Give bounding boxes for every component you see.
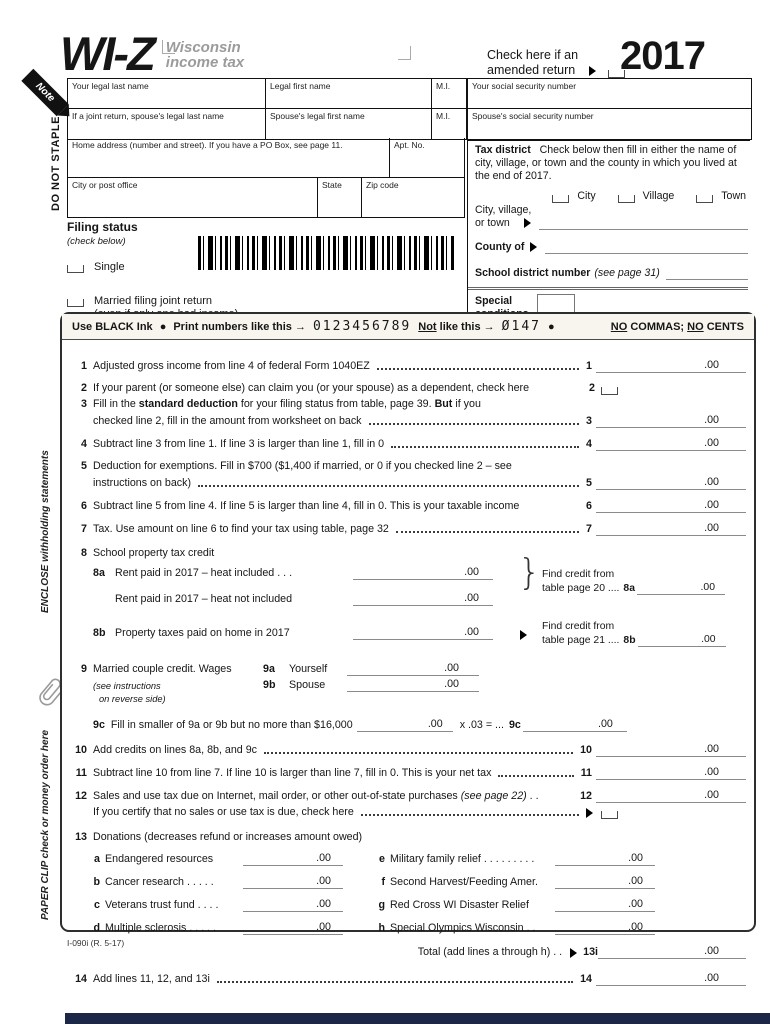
line8a-text2: Rent paid in 2017 – heat not included xyxy=(115,593,293,605)
spouse-ssn-field[interactable]: Spouse's social security number xyxy=(472,111,594,121)
line8a-rent-heat-field[interactable] xyxy=(353,566,493,580)
line13i-ref: 13i xyxy=(583,946,598,958)
cents-label: .00 xyxy=(316,898,331,910)
donation-d-field[interactable] xyxy=(243,921,343,935)
form-line-12-row2 xyxy=(70,806,746,819)
credit-note-2b: table page 21 .... xyxy=(542,635,620,646)
dots-leader xyxy=(391,446,579,448)
line11-amount-field[interactable] xyxy=(596,766,746,780)
cents-label: .00 xyxy=(704,476,719,488)
dots-leader xyxy=(369,423,580,425)
line6-text: Subtract line 5 from line 4. If line 5 is larger than line 4, fill in 0. This is your taxable income xyxy=(93,500,520,512)
do-not-staple-label: DO NOT STAPLE xyxy=(50,116,62,212)
form-id: WI-Z xyxy=(60,27,154,80)
line10-ref: 10 xyxy=(580,744,592,756)
cents-label: .00 xyxy=(704,359,719,371)
line7-text: Tax. Use amount on line 6 to find your tax using table, page 32 xyxy=(93,523,389,535)
line9c-multiplier: x .03 = ... xyxy=(459,719,504,731)
donation-f-label: Second Harvest/Feeding Amer. xyxy=(390,876,538,888)
line5-text2: instructions on back) xyxy=(93,477,192,489)
line8a-label: 8a xyxy=(93,567,105,579)
line6-ref: 6 xyxy=(586,500,592,512)
paper-clip-check-label: PAPER CLIP check or money order here xyxy=(40,729,51,921)
line8b-text: Property taxes paid on home in 2017 xyxy=(115,627,290,639)
line13i-amount-field[interactable] xyxy=(598,945,746,959)
mi-field[interactable]: M.I. xyxy=(432,79,466,109)
line14-amount-field[interactable] xyxy=(596,972,746,986)
cents-label: .00 xyxy=(704,499,719,511)
donation-h-letter: h xyxy=(378,922,385,934)
spouse-first-name-field[interactable]: Spouse's legal first name xyxy=(266,109,432,139)
line10-number: 10 xyxy=(75,744,87,756)
line3-text1: Fill in the standard deduction for your filing status from table, page 39. But if you xyxy=(93,398,481,410)
donation-row-d-h xyxy=(70,921,746,935)
cents-label: .00 xyxy=(316,852,331,864)
credit-note-1b: table page 20 .... xyxy=(542,583,620,594)
donation-c-field[interactable] xyxy=(243,898,343,912)
line8b-proptax-field[interactable] xyxy=(353,626,493,640)
line7-number: 7 xyxy=(81,523,87,535)
line7-ref: 7 xyxy=(586,523,592,535)
line8b-ref: 8b xyxy=(623,635,636,646)
donation-f-field[interactable] xyxy=(555,875,655,889)
donation-g-field[interactable] xyxy=(555,898,655,912)
line13-title: Donations (decreases refund or increases amount owed) xyxy=(93,831,363,843)
ssn-field[interactable]: Your social security number xyxy=(468,79,751,109)
cents-label: .00 xyxy=(704,945,719,957)
cvt-arrow-icon xyxy=(524,218,531,228)
line3-text2: checked line 2, fill in the amount from worksheet on back xyxy=(93,415,362,427)
legal-last-name-field[interactable]: Your legal last name xyxy=(68,79,266,109)
town-checkbox[interactable] xyxy=(696,195,713,203)
donation-h-label: Special Olympics Wisconsin . . xyxy=(390,922,536,934)
line5-number: 5 xyxy=(81,460,87,472)
donation-g-letter: g xyxy=(378,899,385,911)
county-label: County of xyxy=(475,241,525,253)
cents-label: .00 xyxy=(444,662,459,674)
apt-no-field[interactable]: Apt. No. xyxy=(394,140,425,150)
no-commas-u2: NO xyxy=(687,320,704,333)
line9b-spouse-field[interactable] xyxy=(347,678,479,692)
line4-ref: 4 xyxy=(586,438,592,450)
spouse-last-name-field[interactable]: If a joint return, spouse's legal last name xyxy=(68,109,266,139)
cents-label: .00 xyxy=(628,898,643,910)
cents-label: .00 xyxy=(628,875,643,887)
form-line-14 xyxy=(70,972,746,986)
line13i-arrow-icon xyxy=(570,948,577,958)
line9b-text: Spouse xyxy=(289,679,326,691)
address-table xyxy=(67,138,465,218)
donation-b-letter: b xyxy=(93,876,100,888)
cents-label: .00 xyxy=(704,972,719,984)
not-word: Not xyxy=(418,320,437,333)
line9-text: Married couple credit. Wages xyxy=(93,663,232,675)
not-like-label: like this → xyxy=(436,320,495,333)
line8a-row2 xyxy=(93,592,493,606)
cvt-label-line2: or town xyxy=(475,217,510,229)
form-line-13-title xyxy=(70,831,746,844)
tax-district-instructions xyxy=(475,144,748,183)
cents-label: .00 xyxy=(464,592,479,604)
filing-status-title: Filing status xyxy=(67,220,138,234)
state-field[interactable]: State xyxy=(318,178,362,217)
cents-label: .00 xyxy=(704,789,719,801)
line8a-ref: 8a xyxy=(623,583,635,594)
cents-label: .00 xyxy=(701,634,716,645)
form-code: I-090i (R. 5-17) xyxy=(67,938,125,948)
form-line-1 xyxy=(70,359,746,373)
line1-ref: 1 xyxy=(586,360,592,372)
town-option-label: Town xyxy=(721,190,746,202)
no-commas-u1: NO xyxy=(610,320,628,333)
amended-return-block xyxy=(487,48,625,78)
form-line-5-row2 xyxy=(70,476,746,490)
line1-number: 1 xyxy=(81,360,87,372)
line9-subnote2: on reverse side) xyxy=(99,694,166,704)
form-line-4 xyxy=(70,437,746,451)
donation-e-letter: e xyxy=(379,853,385,865)
tax-district-options xyxy=(475,190,748,203)
bottom-bar xyxy=(65,1013,770,1024)
form-lines xyxy=(62,340,754,986)
line4-text: Subtract line 3 from line 1. If line 3 is larger than line 1, fill in 0 xyxy=(93,438,385,450)
name-table xyxy=(67,78,467,140)
line4-number: 4 xyxy=(81,438,87,450)
single-label: Single xyxy=(94,261,125,273)
donation-c-label: Veterans trust fund . . . . xyxy=(105,899,219,911)
donation-a-field[interactable] xyxy=(243,852,343,866)
form-line-11 xyxy=(70,766,746,780)
form-subtitle-line2: income tax xyxy=(165,54,245,71)
line14-text: Add lines 11, 12, and 13i xyxy=(93,973,210,985)
dots-leader xyxy=(198,485,579,487)
line2-dependent-checkbox[interactable] xyxy=(601,387,618,395)
form-title-block xyxy=(60,27,245,80)
cents-label: .00 xyxy=(700,582,715,593)
line14-ref: 14 xyxy=(580,973,592,985)
no-commas-mid: COMMAS; xyxy=(627,320,688,333)
city-checkbox[interactable] xyxy=(552,195,569,203)
bullet-icon: ● xyxy=(159,320,167,333)
amended-return-line2: amended return xyxy=(487,63,576,77)
city-option-label: City xyxy=(577,190,596,202)
credit-note-1a: Find credit from xyxy=(542,569,615,580)
dots-leader xyxy=(498,775,573,777)
line8a-row1 xyxy=(93,566,493,580)
line11-ref: 11 xyxy=(580,767,592,779)
donation-d-letter: d xyxy=(93,922,100,934)
line12-amount-field[interactable] xyxy=(596,789,746,803)
ssn-table xyxy=(467,78,752,140)
county-input-line[interactable] xyxy=(545,241,748,254)
line9c-amount-field[interactable] xyxy=(357,718,453,732)
line9b-label: 9b xyxy=(263,679,276,691)
form-subtitle-line1: Wisconsin xyxy=(165,39,241,56)
registration-mark-center xyxy=(398,46,411,60)
cents-label: .00 xyxy=(464,626,479,638)
donation-row-b-f xyxy=(70,875,746,889)
donation-row-c-g xyxy=(70,898,746,912)
ink-instruction-bar xyxy=(62,314,754,340)
dots-leader xyxy=(264,752,573,754)
line12-text1: Sales and use tax due on Internet, mail order, or other out-of-state purchases (see page 22) . . xyxy=(93,790,539,802)
school-district-note: (see page 31) xyxy=(594,267,660,279)
line11-text: Subtract line 10 from line 7. If line 10 is larger than line 7, fill in 0. This is your net tax xyxy=(93,767,492,779)
line2-ref: 2 xyxy=(589,382,595,394)
dots-leader xyxy=(396,531,579,533)
donation-f-letter: f xyxy=(381,876,385,888)
line13i-total-label: Total (add lines a through h) . . xyxy=(417,946,563,958)
donation-g-label: Red Cross WI Disaster Relief xyxy=(390,899,529,911)
donation-b-field[interactable] xyxy=(243,875,343,889)
line11-number: 11 xyxy=(75,767,87,779)
cents-label: .00 xyxy=(704,766,719,778)
line9a-yourself-field[interactable] xyxy=(347,662,479,676)
county-arrow-icon xyxy=(530,242,537,252)
donation-h-field[interactable] xyxy=(555,921,655,935)
cvt-label-line1: City, village, xyxy=(475,204,532,216)
section-divider xyxy=(468,287,748,290)
line9c-ref: 9c xyxy=(508,719,521,731)
cents-label: .00 xyxy=(316,921,331,933)
good-numbers-sample: 0123456789 xyxy=(312,319,412,334)
line9c-text: Fill in smaller of 9a or 9b but no more than $16,000 xyxy=(110,719,353,731)
line9-number: 9 xyxy=(81,663,87,675)
dots-leader xyxy=(361,814,579,816)
form-line-12-row1 xyxy=(70,789,746,803)
registration-mark-left xyxy=(162,40,175,54)
line8a-text1: Rent paid in 2017 – heat included . . . xyxy=(115,567,293,579)
spouse-mi-field[interactable]: M.I. xyxy=(436,111,451,121)
married-label-line1: Married filing joint return xyxy=(94,295,212,307)
line8a-rent-noheat-field[interactable] xyxy=(353,592,493,606)
cents-label: .00 xyxy=(444,678,459,690)
line12-arrow-icon xyxy=(586,808,593,818)
enclose-withholding-label: ENCLOSE withholding statements xyxy=(40,450,51,614)
filing-status-subtitle: (check below) xyxy=(67,236,126,247)
home-address-field[interactable]: Home address (number and street). If you have a PO Box, see page 11. xyxy=(68,138,390,177)
tax-year: 2017 xyxy=(620,34,705,78)
donations-grid xyxy=(70,852,746,935)
amended-return-line1: Check here if an xyxy=(487,48,579,62)
zip-field[interactable]: Zip code xyxy=(366,180,399,190)
form-line-5-row1 xyxy=(70,460,746,473)
cents-label: .00 xyxy=(704,414,719,426)
dots-leader xyxy=(377,368,579,370)
line8a-credit-note xyxy=(542,568,725,595)
school-district-input-line[interactable] xyxy=(666,267,748,280)
donation-a-letter: a xyxy=(94,853,100,865)
line8-number: 8 xyxy=(81,547,87,559)
line4-amount-field[interactable] xyxy=(596,437,746,451)
form-line-3-row1 xyxy=(70,398,746,411)
line8b-label: 8b xyxy=(93,627,106,639)
line5-amount-field[interactable] xyxy=(596,476,746,490)
line8b-arrow-icon xyxy=(520,630,527,640)
form-line-10 xyxy=(70,743,746,757)
cents-label: .00 xyxy=(628,852,643,864)
line10-text: Add credits on lines 8a, 8b, and 9c xyxy=(93,744,257,756)
line2-text: If your parent (or someone else) can claim you (or your spouse) as a dependent, check here xyxy=(93,382,530,394)
village-checkbox[interactable] xyxy=(618,195,635,203)
school-district-label: School district number xyxy=(475,267,591,279)
line6-amount-field[interactable] xyxy=(596,499,746,513)
line8b-credit-note xyxy=(542,620,726,647)
donation-row-a-e xyxy=(70,852,746,866)
cents-label: .00 xyxy=(597,718,613,730)
no-cents-end: CENTS xyxy=(703,320,744,333)
form-line-3-row2 xyxy=(70,414,746,428)
line5-ref: 5 xyxy=(586,477,592,489)
line9c-result-field[interactable] xyxy=(523,718,627,732)
line9-row1 xyxy=(70,662,479,676)
line12-number: 12 xyxy=(75,790,87,802)
line9a-label: 9a xyxy=(263,663,275,675)
amended-arrow-icon xyxy=(589,66,596,76)
donation-c-letter: c xyxy=(94,899,100,911)
line1-amount-field[interactable] xyxy=(596,359,746,373)
line13-number: 13 xyxy=(75,831,87,843)
cents-label: .00 xyxy=(704,743,719,755)
county-row xyxy=(475,241,748,254)
cents-label: .00 xyxy=(704,437,719,449)
line8a-credit-field[interactable] xyxy=(637,581,725,595)
cents-label: .00 xyxy=(628,921,643,933)
form-line-8-title xyxy=(70,547,746,560)
cents-label: .00 xyxy=(704,522,719,534)
tax-district-section xyxy=(467,140,750,326)
line10-amount-field[interactable] xyxy=(596,743,746,757)
line7-amount-field[interactable] xyxy=(596,522,746,536)
village-option-label: Village xyxy=(642,190,675,202)
cvt-input-line[interactable] xyxy=(539,217,748,230)
line9-row2 xyxy=(70,678,479,692)
special-label-line1: Special xyxy=(475,295,513,307)
line3-amount-field[interactable] xyxy=(596,414,746,428)
tax-district-text: Check below then fill in either the name of city, village, or town and the county in which you lived at the end of 2017. xyxy=(475,144,737,182)
city-village-town-row xyxy=(475,204,748,230)
donation-e-label: Military family relief . . . . . . . . . xyxy=(390,853,535,865)
line9a-text: Yourself xyxy=(289,663,328,675)
line8-title: School property tax credit xyxy=(93,547,215,559)
donation-b-label: Cancer research . . . . . xyxy=(105,876,214,888)
line3-number: 3 xyxy=(81,398,87,410)
note-ribbon-label: Note xyxy=(33,80,57,105)
line9c-label: 9c xyxy=(93,719,105,731)
donation-e-field[interactable] xyxy=(555,852,655,866)
legal-first-name-field[interactable]: Legal first name xyxy=(266,79,432,109)
line5-text1: Deduction for exemptions. Fill in $700 ($1,400 if married, or 0 if you checked line 2 – see xyxy=(93,460,512,472)
line14-number: 14 xyxy=(75,973,87,985)
credit-note-2a: Find credit from xyxy=(542,621,615,632)
line8b-credit-field[interactable] xyxy=(638,633,726,647)
form-line-2 xyxy=(70,382,746,395)
school-district-row xyxy=(475,267,748,280)
bad-numbers-sample: Ø147 xyxy=(501,319,541,334)
cents-label: .00 xyxy=(427,718,443,730)
bullet-icon: ● xyxy=(547,320,555,333)
use-black-ink-label: Use BLACK Ink xyxy=(72,320,153,333)
line8b-row xyxy=(93,626,493,640)
line6-number: 6 xyxy=(81,500,87,512)
line9c-row xyxy=(70,718,746,732)
tax-district-title: Tax district xyxy=(475,144,531,156)
barcode xyxy=(198,236,454,270)
line12-no-tax-checkbox[interactable] xyxy=(601,811,618,819)
print-numbers-label: Print numbers like this → xyxy=(173,320,306,333)
donation-d-label: Multiple sclerosis . . . . . xyxy=(105,922,217,934)
married-checkbox[interactable] xyxy=(67,299,84,307)
single-checkbox[interactable] xyxy=(67,265,84,273)
line3-ref: 3 xyxy=(586,415,592,427)
donation-a-label: Endangered resources xyxy=(105,853,214,865)
form-subtitle xyxy=(166,40,244,76)
line1-text: Adjusted gross income from line 4 of federal Form 1040EZ xyxy=(93,360,370,372)
city-field[interactable]: City or post office xyxy=(68,178,318,217)
line2-number: 2 xyxy=(81,382,87,394)
dots-leader xyxy=(217,981,573,983)
brace-icon: } xyxy=(518,552,541,593)
line13i-total-row xyxy=(70,945,746,959)
cents-label: .00 xyxy=(464,566,479,578)
form-line-7 xyxy=(70,522,746,536)
form-line-6 xyxy=(70,499,746,513)
line12-ref: 12 xyxy=(580,790,592,802)
line12-text2: If you certify that no sales or use tax is due, check here xyxy=(93,806,354,818)
line9-subnote1: (see instructions xyxy=(93,681,161,691)
cents-label: .00 xyxy=(316,875,331,887)
line9-block xyxy=(70,662,746,708)
